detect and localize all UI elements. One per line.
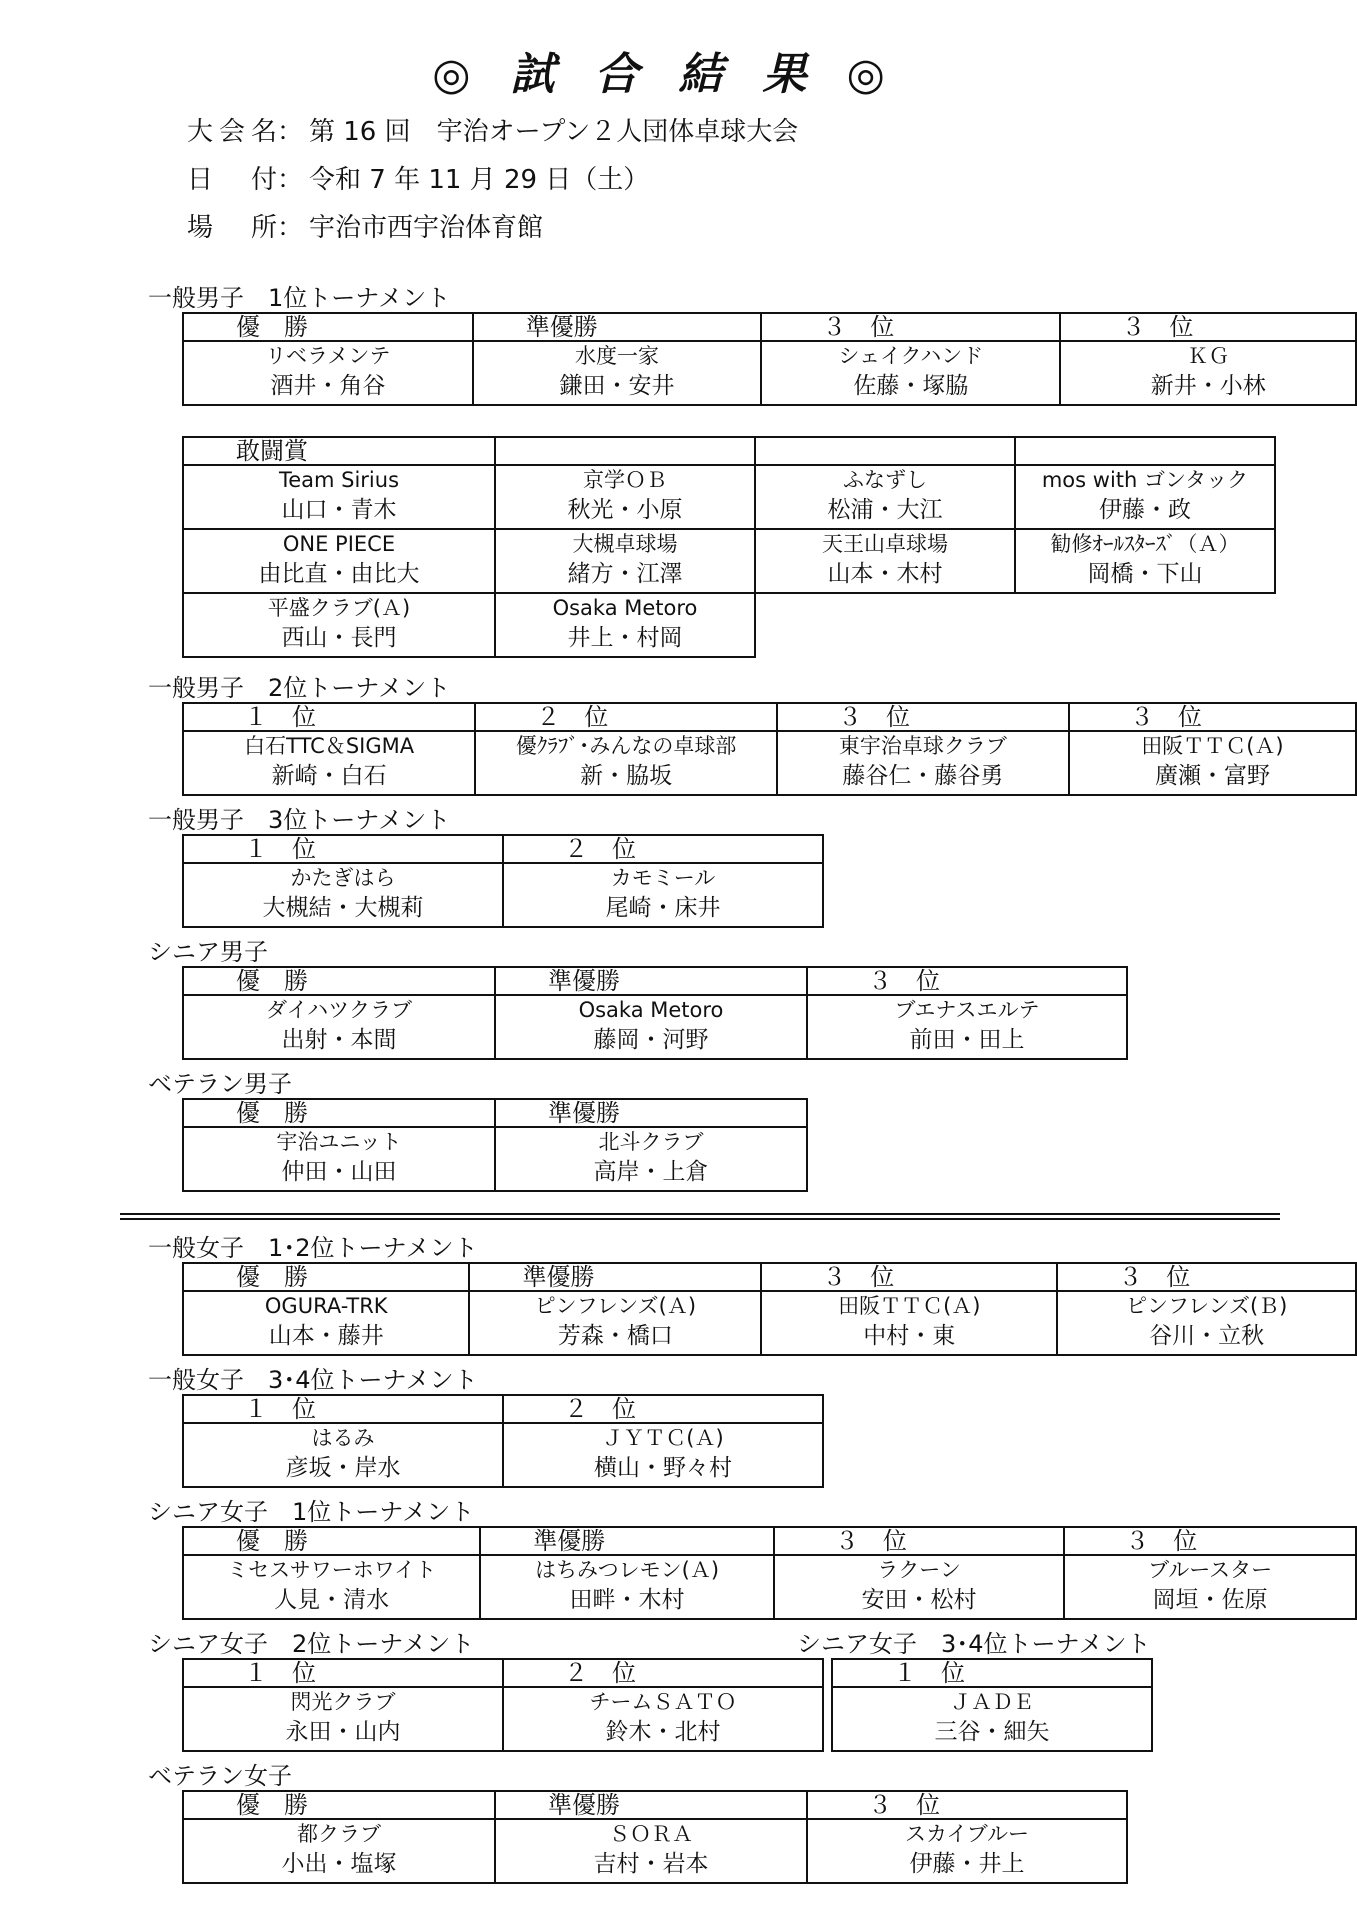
results-table-veteran-women bbox=[182, 1790, 1128, 1884]
rank-header: ２ 位 bbox=[503, 1395, 823, 1423]
player-names: 小出・塩塚 bbox=[281, 1851, 397, 1877]
player-names: 前田・田上 bbox=[909, 1027, 1025, 1053]
result-cell bbox=[495, 1127, 807, 1191]
info-date: 日 付： 令和 7 年 11 月 29 日（土） bbox=[187, 165, 650, 195]
result-cell bbox=[503, 863, 823, 927]
result-cell bbox=[755, 465, 1015, 529]
result-cell bbox=[183, 465, 495, 529]
team-name: スカイブルー bbox=[905, 1822, 1029, 1846]
result-cell bbox=[807, 1819, 1127, 1883]
player-names: 山本・藤井 bbox=[268, 1323, 384, 1349]
blank-header bbox=[755, 437, 1015, 465]
team-name: ＫＧ bbox=[1187, 344, 1230, 368]
player-names: 酒井・角谷 bbox=[270, 373, 386, 399]
team-name: ONE PIECE bbox=[282, 532, 396, 556]
rank-header: ３ 位 bbox=[777, 703, 1069, 731]
result-cell bbox=[1015, 529, 1275, 593]
rank-header: ３ 位 bbox=[807, 967, 1127, 995]
result-cell bbox=[183, 1291, 469, 1355]
player-names: 彦坂・岸水 bbox=[285, 1455, 401, 1481]
rank-header: １ 位 bbox=[183, 703, 475, 731]
player-names: 緒方・江澤 bbox=[567, 561, 683, 587]
rank-header: 優 勝 bbox=[183, 1527, 480, 1555]
results-table-senior-women-3-4 bbox=[831, 1658, 1153, 1752]
team-name: リベラメンテ bbox=[265, 344, 391, 368]
team-name: 白石TTC＆SIGMA bbox=[244, 734, 415, 758]
player-names: 伊藤・井上 bbox=[909, 1851, 1025, 1877]
section-title-senior-women-3-4: シニア女子 3･4位トーナメント bbox=[797, 1630, 1151, 1658]
section-title-senior-men: シニア男子 bbox=[148, 938, 268, 966]
rank-header: 準優勝 bbox=[495, 1791, 807, 1819]
player-names: 山本・木村 bbox=[827, 561, 943, 587]
player-names: 井上・村岡 bbox=[567, 625, 683, 651]
team-name: はちみつレモン(Ａ) bbox=[535, 1558, 720, 1582]
team-name: Osaka Metoro bbox=[578, 998, 724, 1022]
result-cell bbox=[1015, 465, 1275, 529]
result-cell bbox=[495, 593, 755, 657]
rank-header: １ 位 bbox=[183, 1395, 503, 1423]
team-name: OGURA-TRK bbox=[264, 1294, 388, 1318]
results-table-fighting-spirit bbox=[182, 436, 1276, 658]
results-table-women-3-4 bbox=[182, 1394, 824, 1488]
team-name: 平盛クラブ(Ａ) bbox=[267, 596, 411, 620]
result-cell bbox=[755, 529, 1015, 593]
rank-header: ３ 位 bbox=[761, 1263, 1057, 1291]
result-cell bbox=[183, 995, 495, 1059]
team-name: 閃光クラブ bbox=[290, 1690, 396, 1714]
player-names: 新・脇坂 bbox=[580, 763, 673, 789]
rank-header: ３ 位 bbox=[774, 1527, 1064, 1555]
player-names: 藤谷仁・藤谷勇 bbox=[842, 763, 1004, 789]
player-names: 由比直・由比大 bbox=[258, 561, 420, 587]
team-name: ミセスサワーホワイト bbox=[227, 1558, 437, 1582]
team-name: 水度一家 bbox=[574, 344, 659, 368]
result-cell bbox=[1064, 1555, 1356, 1619]
section-title-men-3rd: 一般男子 3位トーナメント bbox=[148, 806, 451, 834]
rank-header: １ 位 bbox=[183, 835, 503, 863]
section-title-senior-women-2nd: シニア女子 2位トーナメント bbox=[148, 1630, 475, 1658]
team-name: ふなずし bbox=[843, 468, 927, 492]
player-names: 大槻結・大槻莉 bbox=[262, 895, 424, 921]
team-name: 勧修ｵｰﾙｽﾀｰｽﾞ（Ａ） bbox=[1050, 532, 1240, 556]
result-cell bbox=[832, 1687, 1152, 1751]
rank-header: 準優勝 bbox=[495, 1099, 807, 1127]
rank-header: 優 勝 bbox=[183, 1099, 495, 1127]
results-table-men-3rd bbox=[182, 834, 824, 928]
result-cell bbox=[1057, 1291, 1356, 1355]
result-cell bbox=[183, 1423, 503, 1487]
team-name: ピンフレンズ(Ａ) bbox=[534, 1294, 697, 1318]
player-names: 鈴木・北村 bbox=[605, 1719, 721, 1745]
player-names: 谷川・立秋 bbox=[1149, 1323, 1265, 1349]
team-name: ラクーン bbox=[877, 1558, 961, 1582]
award-header: 敢闘賞 bbox=[183, 437, 495, 465]
player-names: 山口・青木 bbox=[281, 497, 397, 523]
rank-header: ２ 位 bbox=[475, 703, 777, 731]
result-cell bbox=[777, 731, 1069, 795]
info-venue: 場 所： 宇治市西宇治体育館 bbox=[187, 213, 544, 243]
rank-header: ２ 位 bbox=[503, 1659, 823, 1687]
result-cell bbox=[469, 1291, 761, 1355]
player-names: 田畔・木村 bbox=[569, 1587, 685, 1613]
rank-header: ２ 位 bbox=[503, 835, 823, 863]
team-name: mos with ゴンタック bbox=[1041, 468, 1249, 492]
team-name: 田阪ＴＴＣ(Ａ) bbox=[838, 1294, 981, 1318]
result-cell bbox=[761, 1291, 1057, 1355]
result-cell bbox=[1069, 731, 1356, 795]
results-table-men-1st bbox=[182, 312, 1357, 406]
player-names: 岡垣・佐原 bbox=[1152, 1587, 1268, 1613]
rank-header: 準優勝 bbox=[469, 1263, 761, 1291]
rank-header: ３ 位 bbox=[1064, 1527, 1356, 1555]
team-name: 京学ＯＢ bbox=[583, 468, 667, 492]
team-name: Osaka Metoro bbox=[552, 596, 698, 620]
results-table-senior-women-2nd bbox=[182, 1658, 824, 1752]
rank-header: ３ 位 bbox=[761, 313, 1060, 341]
player-names: 芳森・橋口 bbox=[557, 1323, 673, 1349]
section-divider bbox=[120, 1213, 1280, 1215]
result-cell bbox=[774, 1555, 1064, 1619]
result-cell bbox=[183, 593, 495, 657]
result-cell bbox=[495, 529, 755, 593]
player-names: 永田・山内 bbox=[285, 1719, 401, 1745]
team-name: 東宇治卓球クラブ bbox=[838, 734, 1007, 758]
player-names: 尾崎・床井 bbox=[605, 895, 721, 921]
result-cell bbox=[807, 995, 1127, 1059]
rank-header: ３ 位 bbox=[1060, 313, 1356, 341]
team-name: シェイクハンド bbox=[838, 344, 984, 368]
rank-header: １ 位 bbox=[183, 1659, 503, 1687]
player-names: 秋光・小原 bbox=[567, 497, 683, 523]
team-name: 都クラブ bbox=[297, 1822, 381, 1846]
section-title-women-1-2: 一般女子 1･2位トーナメント bbox=[148, 1234, 478, 1262]
player-names: 松浦・大江 bbox=[827, 497, 943, 523]
team-name: はるみ bbox=[311, 1426, 375, 1450]
rank-header: ３ 位 bbox=[1069, 703, 1356, 731]
rank-header: １ 位 bbox=[832, 1659, 1152, 1687]
blank-header bbox=[1015, 437, 1275, 465]
rank-header: ３ 位 bbox=[807, 1791, 1127, 1819]
player-names: 伊藤・政 bbox=[1099, 497, 1191, 523]
player-names: 西山・長門 bbox=[281, 625, 397, 651]
result-cell bbox=[183, 1819, 495, 1883]
team-name: Team Sirius bbox=[278, 468, 400, 492]
team-name: 田阪ＴＴＣ(Ａ) bbox=[1141, 734, 1284, 758]
empty-cell bbox=[755, 593, 1015, 657]
section-title-veteran-women: ベテラン女子 bbox=[148, 1762, 292, 1790]
empty-cell bbox=[1015, 593, 1275, 657]
player-names: 出射・本間 bbox=[281, 1027, 397, 1053]
player-names: 新井・小林 bbox=[1150, 373, 1266, 399]
page-title: ◎試合結果◎ bbox=[432, 49, 925, 100]
info-tournament-name: 大会名： 第 16 回 宇治オープン２人団体卓球大会 bbox=[187, 117, 799, 147]
player-names: 中村・東 bbox=[863, 1323, 956, 1349]
result-cell bbox=[473, 341, 762, 405]
results-table-men-2nd bbox=[182, 702, 1357, 796]
team-name: ＪＡＤＥ bbox=[950, 1690, 1034, 1714]
result-cell bbox=[495, 1819, 807, 1883]
rank-header: 準優勝 bbox=[480, 1527, 774, 1555]
team-name: 天王山卓球場 bbox=[822, 532, 948, 556]
results-table-women-1-2 bbox=[182, 1262, 1357, 1356]
player-names: 佐藤・塚脇 bbox=[853, 373, 969, 399]
player-names: 仲田・山田 bbox=[281, 1159, 397, 1185]
result-cell bbox=[183, 341, 473, 405]
rank-header: 優 勝 bbox=[183, 313, 473, 341]
rank-header: 優 勝 bbox=[183, 1263, 469, 1291]
section-title-senior-women-1st: シニア女子 1位トーナメント bbox=[148, 1498, 475, 1526]
section-title-women-3-4: 一般女子 3･4位トーナメント bbox=[148, 1366, 478, 1394]
results-table-senior-men bbox=[182, 966, 1128, 1060]
result-cell bbox=[495, 465, 755, 529]
team-name: かたぎはら bbox=[290, 866, 396, 890]
team-name: カモミール bbox=[610, 866, 716, 890]
rank-header: 優 勝 bbox=[183, 1791, 495, 1819]
player-names: 高岸・上倉 bbox=[593, 1159, 709, 1185]
player-names: 廣瀬・富野 bbox=[1154, 763, 1270, 789]
result-cell bbox=[475, 731, 777, 795]
result-cell bbox=[183, 1127, 495, 1191]
section-title-veteran-men: ベテラン男子 bbox=[148, 1070, 292, 1098]
result-cell bbox=[1060, 341, 1356, 405]
result-cell bbox=[503, 1687, 823, 1751]
team-name: 北斗クラブ bbox=[598, 1130, 704, 1154]
result-cell bbox=[183, 1555, 480, 1619]
team-name: ブルースター bbox=[1148, 1558, 1273, 1582]
team-name: 大槻卓球場 bbox=[572, 532, 678, 556]
blank-header bbox=[495, 437, 755, 465]
rank-header: ３ 位 bbox=[1057, 1263, 1356, 1291]
team-name: ピンフレンズ(Ｂ) bbox=[1125, 1294, 1288, 1318]
rank-header: 準優勝 bbox=[495, 967, 807, 995]
player-names: 吉村・岩本 bbox=[593, 1851, 709, 1877]
result-cell bbox=[495, 995, 807, 1059]
rank-header: 優 勝 bbox=[183, 967, 495, 995]
section-title-men-1st: 一般男子 1位トーナメント bbox=[148, 284, 451, 312]
team-name: ダイハツクラブ bbox=[266, 998, 412, 1022]
result-cell bbox=[761, 341, 1060, 405]
team-name: ブエナスエルテ bbox=[894, 998, 1040, 1022]
player-names: 鎌田・安井 bbox=[559, 373, 675, 399]
player-names: 岡橋・下山 bbox=[1087, 561, 1203, 587]
rank-header: 準優勝 bbox=[473, 313, 762, 341]
section-title-men-2nd: 一般男子 2位トーナメント bbox=[148, 674, 451, 702]
results-table-senior-women-1st bbox=[182, 1526, 1357, 1620]
team-name: 優ｸﾗﾌﾞ･みんなの卓球部 bbox=[515, 734, 737, 758]
result-cell bbox=[183, 731, 475, 795]
result-cell bbox=[183, 1687, 503, 1751]
result-cell bbox=[480, 1555, 774, 1619]
team-name: ＪＹＴＣ(Ａ) bbox=[602, 1426, 724, 1450]
result-cell bbox=[503, 1423, 823, 1487]
result-cell bbox=[183, 529, 495, 593]
result-cell bbox=[183, 863, 503, 927]
player-names: 新崎・白石 bbox=[271, 763, 387, 789]
player-names: 安田・松村 bbox=[861, 1587, 977, 1613]
team-name: 宇治ユニット bbox=[276, 1130, 402, 1154]
player-names: 横山・野々村 bbox=[594, 1455, 732, 1481]
team-name: ＳＯＲＡ bbox=[609, 1822, 693, 1846]
player-names: 三谷・細矢 bbox=[934, 1719, 1050, 1745]
player-names: 人見・清水 bbox=[274, 1587, 390, 1613]
player-names: 藤岡・河野 bbox=[593, 1027, 709, 1053]
results-table-veteran-men bbox=[182, 1098, 808, 1192]
section-divider bbox=[120, 1218, 1280, 1220]
team-name: チームＳＡＴＯ bbox=[589, 1690, 737, 1714]
